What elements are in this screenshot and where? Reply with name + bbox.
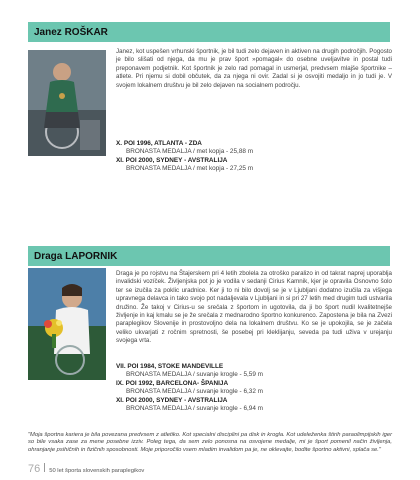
footer-divider bbox=[44, 463, 45, 472]
bio-text-roskar: Janez, kot uspešen vrhunski športnik, je bil tudi zelo dejaven in aktiven na drugih področjih. Pogosto je bilo slišati od njega, da mu je prav šport »pomagal« do osebne uveljavitve in postal tudi preponavem podjetnik. Kot športnik je zelo rad pomagal in usmerjal, predvsem mlajše športnike – atlete. Pri njemu si dobil občutek, da za njega ni ovir. Zadal si je osvojiti medaljo in jo tudi je. V svojem lokalnem društvu je bil zelo dejaven na socialnem področju. bbox=[116, 48, 392, 89]
result-medal: BRONASTA MEDALJA / suvanje krogle - 6,94 m bbox=[126, 405, 263, 413]
result-item bbox=[116, 380, 392, 397]
results-list-roskar bbox=[116, 140, 392, 174]
footer-title: 50 let športa slovenskih paraplegikov bbox=[49, 468, 145, 474]
page-number: 76 bbox=[28, 463, 41, 475]
athlete-photo-roskar bbox=[28, 50, 106, 156]
bio-text-lapornik: Draga je po rojstvu na Štajerskem pri 4 letih zbolela za otroško paralizo in od takrat naprej uporablja invalidski vozíček. Življenjska pot jo je vodila v sedanji Cirius Kamnik, kjer je opravila Osnovno šolo ter se izučila za poklic uradnice. Ker ji to ni bilo dovolj se je v Ljubljani dodatno izučila za višjega upravnega delavca in tako svojo pot nadaljevala v Ljubljani in si pri 27 letih med drugim tudi ustvarila družino. Že takoj v Cirius-u se srečala z športom in ugotovila, da ji bo šport nudil kvalitetnejše življenje in kaj kmalu se je že srečala z mednarodno športno konkurenco. Zapostena je bila na Zvezi paraplegikov Slovenije in prostovoljno dela na lokalnem društvu. Ko se je upokojila, se je začela veliko ukvarjati z ročnim spretnosti, še posebej pri kleklijanju, seveda pa tudi uživa v urejanju svojega vrta. bbox=[116, 270, 392, 345]
result-medal: BRONASTA MEDALJA / suvanje krogle - 5,59 m bbox=[126, 371, 263, 379]
athlete-photo-lapornik bbox=[28, 268, 106, 380]
section-title-roskar: Janez ROŠKAR bbox=[28, 22, 390, 42]
athlete-quote: "Moja športna kariera je bila povezana predvsem z atletiko. Kot specialni disciplini pa disk in krogla. Kot udeleženka štirih paraolimpijskih iger so bile vsaka zase za mene posebne izziv. Poleg tega, da sem zelo ponosna na osvojene medalje, mi je šport pomenil način življenja, ohranjanje psihičnih in fizičnih sposobnosti. Moje priporočilo vsem mladim invalidom pa je, ne oklevajte, bodite športno aktivni, splača se." bbox=[28, 432, 392, 453]
result-item bbox=[116, 157, 392, 174]
result-games: XI. POI 2000, SYDNEY - AVSTRALIJA bbox=[116, 396, 228, 404]
page-footer bbox=[28, 463, 144, 475]
result-medal: BRONASTA MEDALJA / met kopja - 27,25 m bbox=[126, 165, 254, 173]
result-games: X. POI 1996, ATLANTA - ZDA bbox=[116, 140, 202, 147]
section-title-lapornik: Draga LAPORNIK bbox=[28, 246, 390, 266]
result-games: XI. POI 2000, SYDNEY - AVSTRALIJA bbox=[116, 156, 228, 164]
result-games: VII. POI 1984, STOKE MANDEVILLE bbox=[116, 363, 224, 370]
result-item bbox=[116, 397, 392, 414]
result-games: IX. POI 1992, BARCELONA- ŠPANIJA bbox=[116, 379, 229, 387]
result-medal: BRONASTA MEDALJA / met kopja - 25,88 m bbox=[126, 148, 254, 156]
result-item bbox=[116, 140, 392, 157]
results-list-lapornik bbox=[116, 363, 392, 413]
result-medal: BRONASTA MEDALJA / suvanje krogle - 6,32 m bbox=[126, 388, 263, 396]
result-item bbox=[116, 363, 392, 380]
